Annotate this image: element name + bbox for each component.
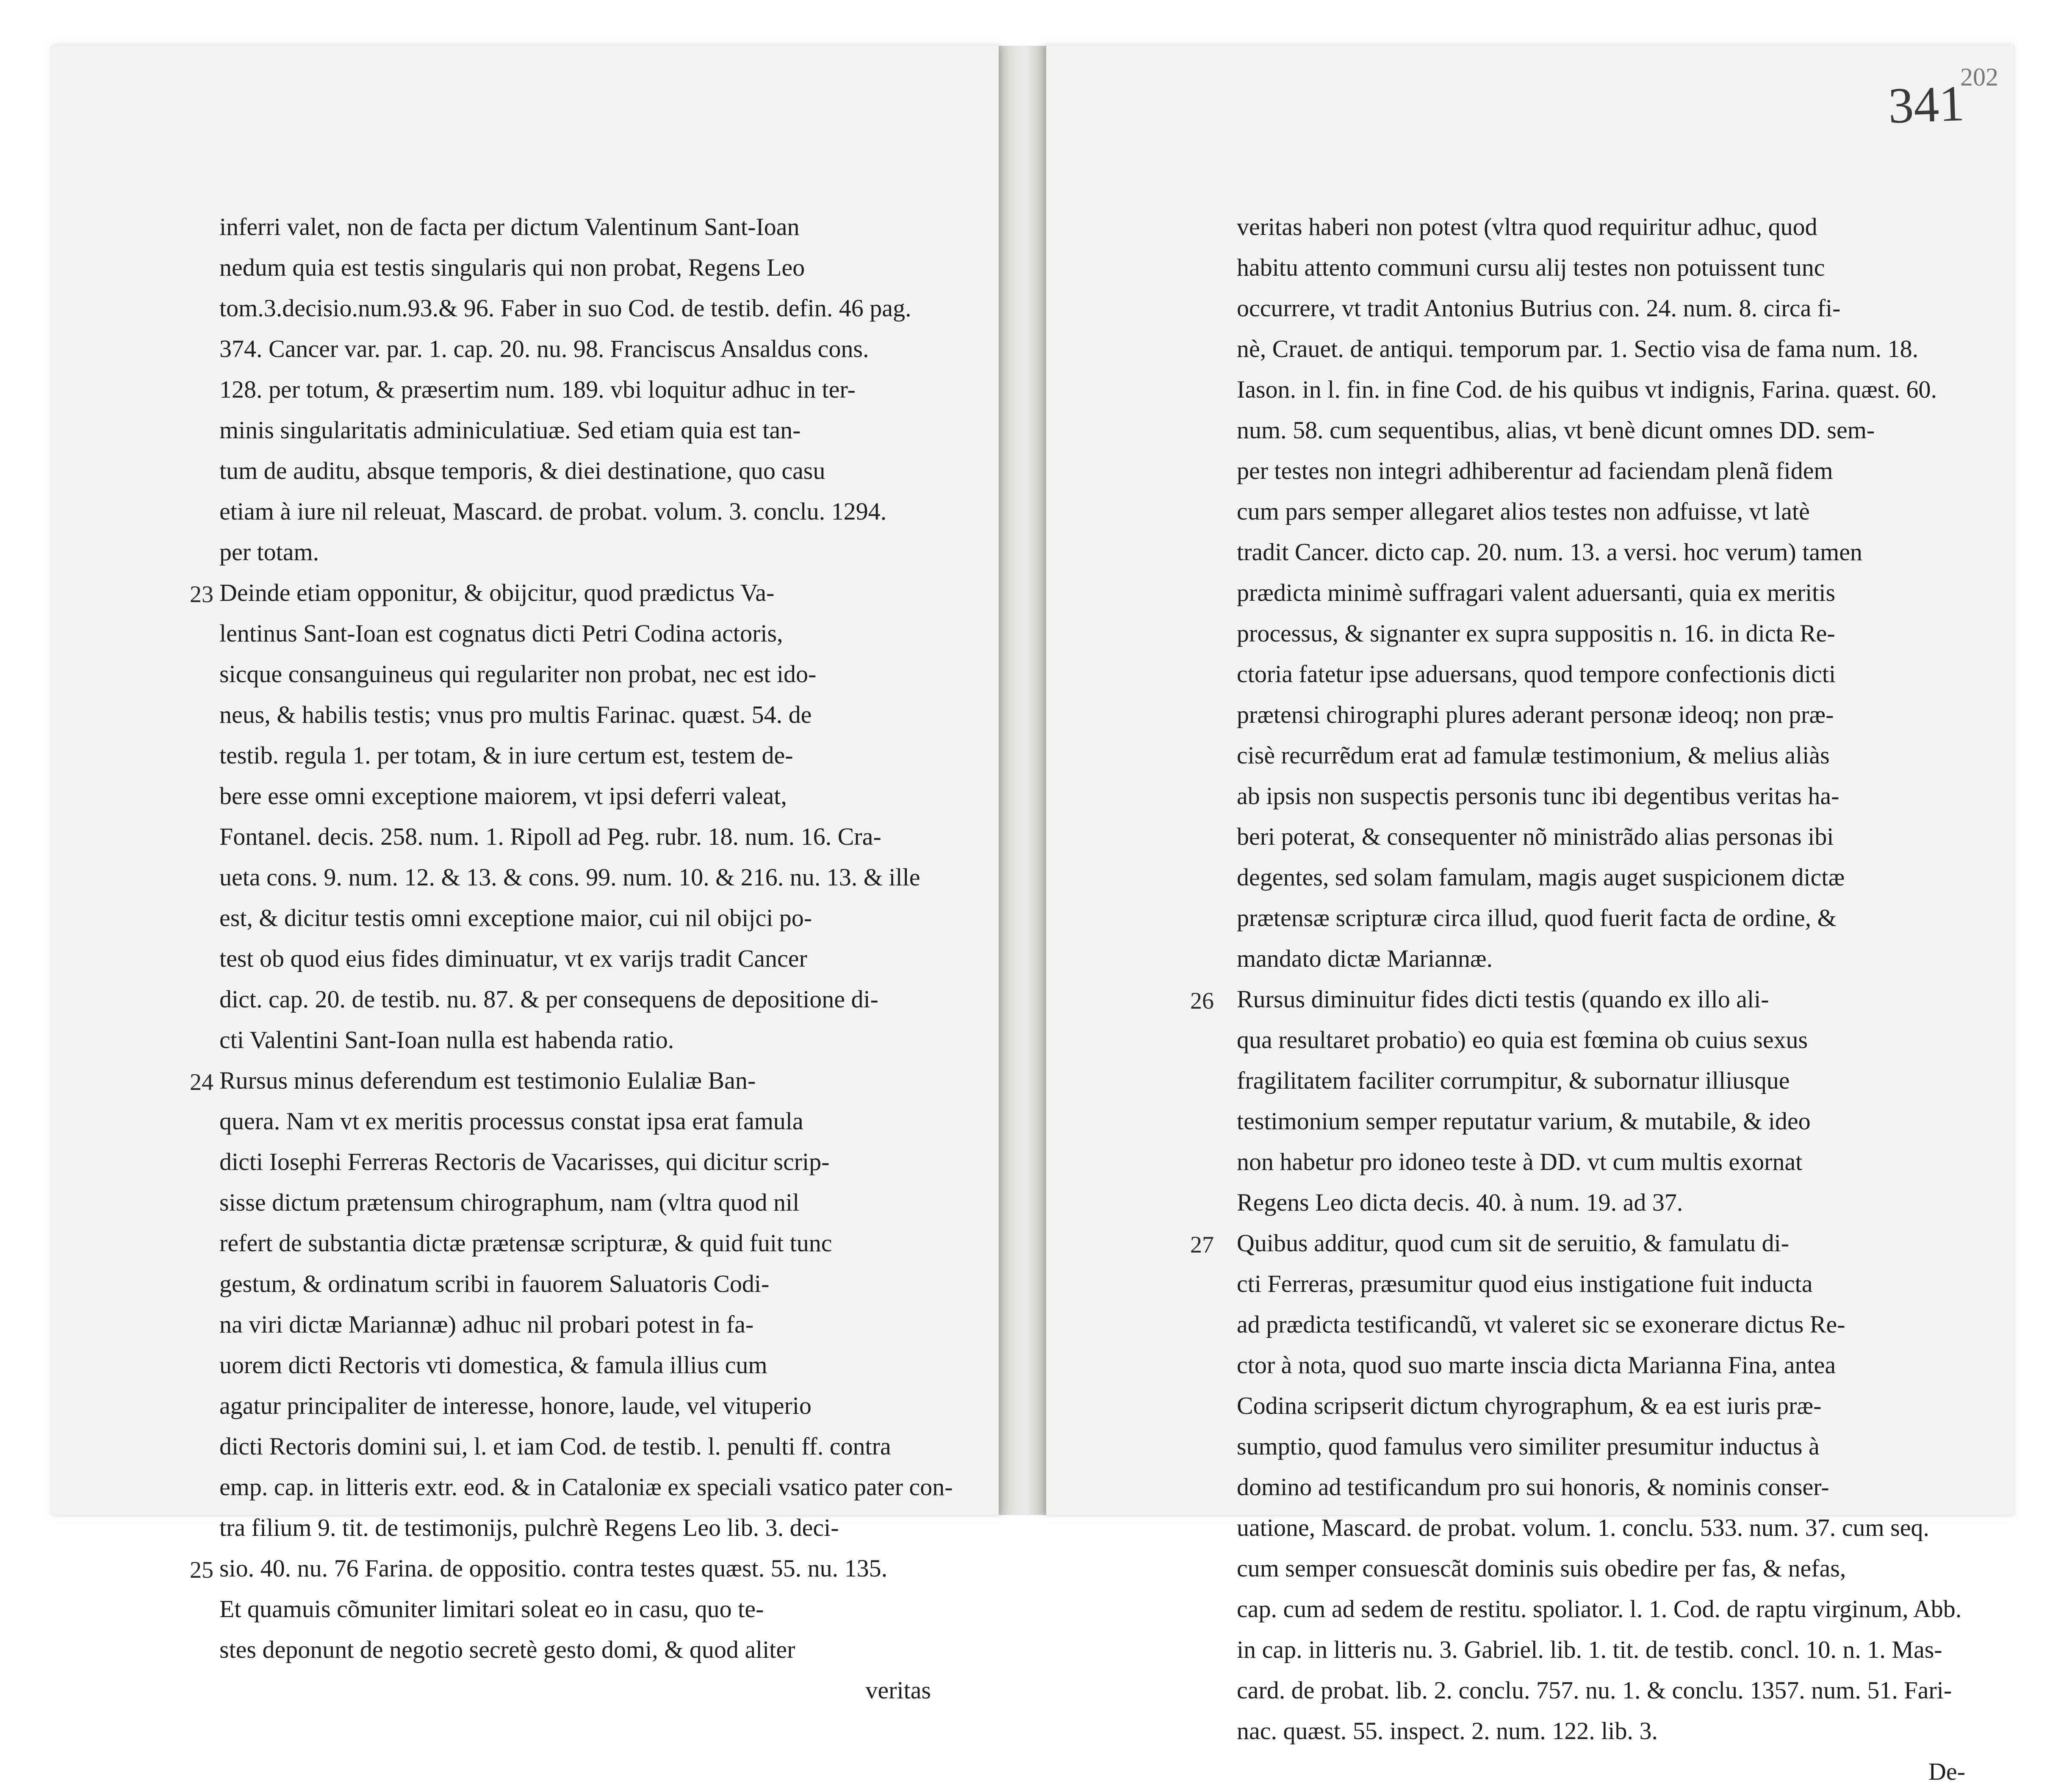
text-line: processus, & signanter ex supra suppositis n. 16. in dicta Re-	[1237, 619, 1835, 647]
text-line: na viri dictæ Mariannæ) adhuc nil probari potest in fa-	[219, 1311, 754, 1338]
text-line: 128. per totum, & præsertim num. 189. vbi loquitur adhuc in ter-	[219, 376, 856, 403]
text-line: beri poterat, & consequenter nõ ministrãdo alias personas ibi	[1237, 823, 1834, 850]
text-line: mandato dictæ Mariannæ.	[1237, 945, 1493, 972]
text-line: stes deponunt de negotio secretè gesto domi, & quod aliter	[219, 1636, 795, 1663]
book-gutter	[999, 46, 1046, 1515]
right-page-text	[1237, 207, 1974, 1785]
text-line: veritas haberi non potest (vltra quod requiritur adhuc, quod	[1237, 213, 1817, 241]
text-line: neus, & habilis testis; vnus pro multis Farinac. quæst. 54. de	[219, 701, 812, 728]
text-line: minis singularitatis adminiculatiuæ. Sed etiam quia est tan-	[219, 416, 801, 444]
text-line: refert de substantia dictæ prætensæ scripturæ, & quid fuit tunc	[219, 1229, 832, 1257]
text-line: sumptio, quod famulus vero similiter presumitur inductus à	[1237, 1432, 1820, 1460]
text-line: tum de auditu, absque temporis, & diei destinatione, quo casu	[219, 457, 826, 484]
text-line: De-	[1928, 1758, 1965, 1785]
right-page	[1046, 46, 2015, 1785]
text-line: Codina scripserit dictum chyrographum, & ea est iuris præ-	[1237, 1392, 1822, 1419]
text-line: cisè recurrẽdum erat ad famulæ testimonium, & melius aliàs	[1237, 741, 1830, 769]
text-line: ctoria fatetur ipse aduersans, quod tempore confectionis dicti	[1237, 660, 1836, 688]
folio-number: 341	[1887, 75, 1966, 134]
text-line: habitu attento communi cursu alij testes non potuissent tunc	[1237, 254, 1825, 281]
text-line: sio. 40. nu. 76 Farina. de oppositio. contra testes quæst. 55. nu. 135.	[219, 1554, 888, 1582]
text-line: Et quamuis cõmuniter limitari soleat eo in casu, quo te-	[219, 1595, 764, 1623]
text-line: emp. cap. in litteris extr. eod. & in Cataloniæ ex speciali vsatico pater con-	[219, 1473, 953, 1501]
text-line: uorem dicti Rectoris vti domestica, & famula illius cum	[219, 1351, 767, 1379]
text-line: domino ad testificandum pro sui honoris, & nominis conser-	[1237, 1473, 1829, 1501]
margin-paragraph-number: 25	[190, 1557, 213, 1583]
text-line: num. 58. cum sequentibus, alias, vt benè dicunt omnes DD. sem-	[1237, 416, 1875, 444]
text-line: gestum, & ordinatum scribi in fauorem Saluatoris Codi-	[219, 1270, 770, 1297]
text-line: veritas	[865, 1676, 931, 1704]
text-line: prætensæ scripturæ circa illud, quod fuerit facta de ordine, &	[1237, 904, 1837, 932]
text-line: etiam à iure nil releuat, Mascard. de probat. volum. 3. conclu. 1294.	[219, 498, 887, 525]
text-line: fragilitatem faciliter corrumpitur, & subornatur illiusque	[1237, 1067, 1790, 1094]
text-line: cum semper consuescãt dominis suis obedire per fas, & nefas,	[1237, 1554, 1846, 1582]
text-line: sisse dictum prætensum chirographum, nam (vltra quod nil	[219, 1189, 800, 1216]
text-line: ctor à nota, quod suo marte inscia dicta Marianna Fina, antea	[1237, 1351, 1836, 1379]
text-line: tra filium 9. tit. de testimonijs, pulchrè Regens Leo lib. 3. deci-	[219, 1514, 839, 1541]
text-line: dicti Iosephi Ferreras Rectoris de Vacarisses, qui dicitur scrip-	[219, 1148, 830, 1175]
text-line: est, & dicitur testis omni exceptione maior, cui nil obijci po-	[219, 904, 812, 932]
text-line: nedum quia est testis singularis qui non probat, Regens Leo	[219, 254, 805, 281]
text-line: degentes, sed solam famulam, magis auget suspicionem dictæ	[1237, 863, 1845, 891]
text-line: ueta cons. 9. num. 12. & 13. & cons. 99. num. 10. & 216. nu. 13. & ille	[219, 863, 920, 891]
text-line: prætensi chirographi plures aderant personæ ideoq; non præ-	[1237, 701, 1834, 728]
margin-paragraph-number: 24	[190, 1069, 213, 1095]
text-line: occurrere, vt tradit Antonius Butrius con. 24. num. 8. circa fi-	[1237, 294, 1841, 322]
text-line: in cap. in litteris nu. 3. Gabriel. lib. 1. tit. de testib. concl. 10. n. 1. Mas-	[1237, 1636, 1942, 1663]
text-line: Quibus additur, quod cum sit de seruitio, & famulatu di-	[1237, 1229, 1790, 1257]
margin-paragraph-number: 26	[1190, 988, 1214, 1014]
text-line: sicque consanguineus qui regulariter non probat, nec est ido-	[219, 660, 817, 688]
text-line: card. de probat. lib. 2. conclu. 757. nu. 1. & conclu. 1357. num. 51. Fari-	[1237, 1676, 1952, 1704]
left-page	[50, 46, 999, 1704]
text-line: cum pars semper allegaret alios testes non adfuisse, vt latè	[1237, 498, 1810, 525]
text-line: inferri valet, non de facta per dictum Valentinum Sant-Ioan	[219, 213, 800, 241]
text-line: testib. regula 1. per totam, & in iure certum est, testem de-	[219, 741, 793, 769]
text-line: Deinde etiam opponitur, & obijcitur, quod prædictus Va-	[219, 579, 775, 606]
margin-paragraph-number: 27	[1190, 1232, 1214, 1258]
text-line: testimonium semper reputatur varium, & mutabile, & ideo	[1237, 1107, 1811, 1135]
text-line: lentinus Sant-Ioan est cognatus dicti Petri Codina actoris,	[219, 619, 783, 647]
text-line: Rursus diminuitur fides dicti testis (quando ex illo ali-	[1237, 985, 1769, 1013]
text-line: ad prædicta testificandũ, vt valeret sic se exonerare dictus Re-	[1237, 1311, 1845, 1338]
text-line: tom.3.decisio.num.93.& 96. Faber in suo Cod. de testib. defin. 46 pag.	[219, 294, 911, 322]
margin-paragraph-number: 23	[190, 581, 213, 608]
text-line: nac. quæst. 55. inspect. 2. num. 122. lib. 3.	[1237, 1717, 1658, 1745]
text-line: qua resultaret probatio) eo quia est fœmina ob cuius sexus	[1237, 1026, 1808, 1054]
text-line: cap. cum ad sedem de restitu. spoliator. l. 1. Cod. de raptu virginum, Abb.	[1237, 1595, 1962, 1623]
text-line: test ob quod eius fides diminuatur, vt ex varijs tradit Cancer	[219, 945, 807, 972]
text-line: Regens Leo dicta decis. 40. à num. 19. ad 37.	[1237, 1189, 1683, 1216]
text-line: non habetur pro idoneo teste à DD. vt cum multis exornat	[1237, 1148, 1803, 1175]
text-line: prædicta minimè suffragari valent aduersanti, quia ex meritis	[1237, 579, 1836, 606]
left-page-text	[219, 207, 953, 1704]
text-line: agatur principaliter de interesse, honore, laude, vel vituperio	[219, 1392, 812, 1419]
text-line: Iason. in l. fin. in fine Cod. de his quibus vt indignis, Farina. quæst. 60.	[1237, 376, 1937, 403]
text-line: dicti Rectoris domini sui, l. et iam Cod. de testib. l. penulti ff. contra	[219, 1432, 891, 1460]
text-line: tradit Cancer. dicto cap. 20. num. 13. a versi. hoc verum) tamen	[1237, 538, 1862, 566]
text-line: bere esse omni exceptione maiorem, vt ipsi deferri valeat,	[219, 782, 787, 810]
text-line: cti Valentini Sant-Ioan nulla est habenda ratio.	[219, 1026, 674, 1054]
text-line: Fontanel. decis. 258. num. 1. Ripoll ad Peg. rubr. 18. num. 16. Cra-	[219, 823, 881, 850]
text-line: per totam.	[219, 538, 319, 566]
text-line: dict. cap. 20. de testib. nu. 87. & per consequens de depositione di-	[219, 985, 878, 1013]
text-line: per testes non integri adhiberentur ad faciendam plenã fidem	[1237, 457, 1833, 484]
text-line: ab ipsis non suspectis personis tunc ibi degentibus veritas ha-	[1237, 782, 1839, 810]
folio-number-small: 202	[1960, 63, 1998, 91]
text-line: 374. Cancer var. par. 1. cap. 20. nu. 98. Franciscus Ansaldus cons.	[219, 335, 869, 362]
text-line: uatione, Mascard. de probat. volum. 1. conclu. 533. num. 37. cum seq.	[1237, 1514, 1929, 1541]
text-line: nè, Crauet. de antiqui. temporum par. 1. Sectio visa de fama num. 18.	[1237, 335, 1919, 362]
text-line: cti Ferreras, præsumitur quod eius instigatione fuit inducta	[1237, 1270, 1813, 1297]
text-line: quera. Nam vt ex meritis processus constat ipsa erat famula	[219, 1107, 803, 1135]
text-line: Rursus minus deferendum est testimonio Eulaliæ Ban-	[219, 1067, 756, 1094]
